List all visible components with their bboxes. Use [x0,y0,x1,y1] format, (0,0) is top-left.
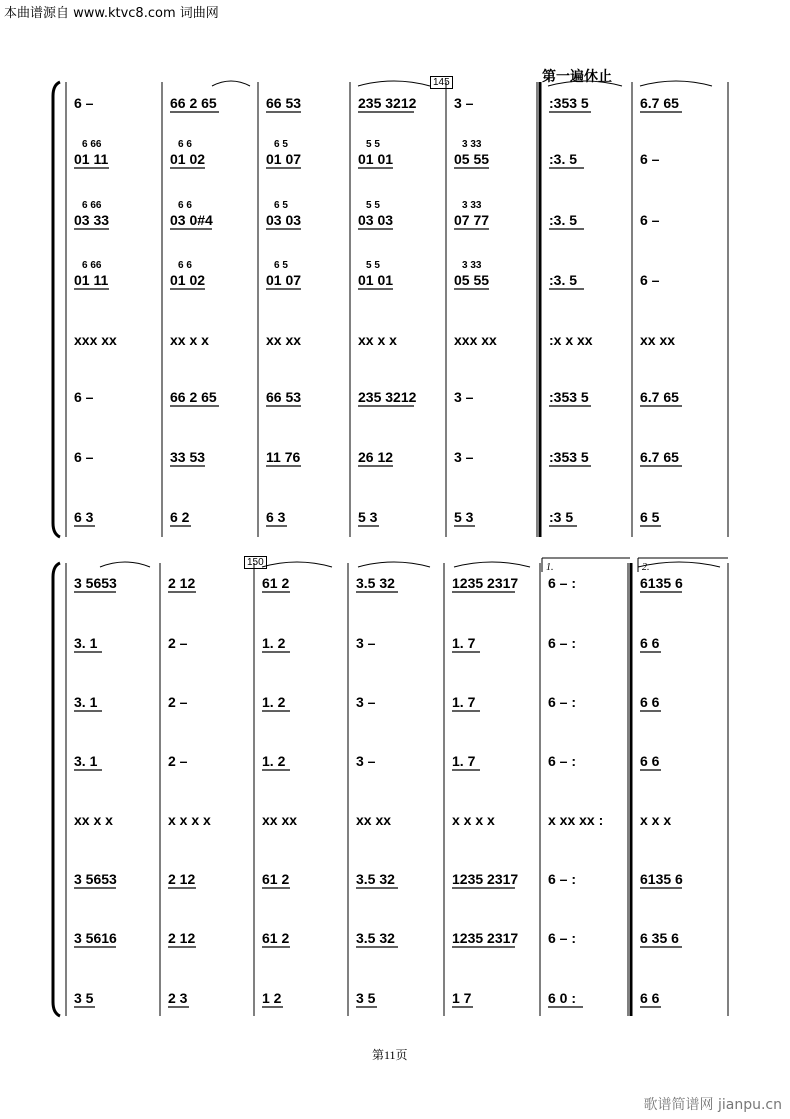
note-group: 26 12 [358,449,394,465]
note-group: 01 01 [358,151,394,167]
note-group: 6 – : [548,871,577,887]
chord-tone: 6 6 [178,260,192,271]
note-group: 6 2 [170,509,190,525]
slur-arc [640,81,712,86]
note-group: 66 2 65 [170,389,217,405]
chord-tone: 6 6 [178,139,192,150]
note-group: 2 3 [168,990,188,1006]
note-group: 6.7 65 [640,95,679,111]
system-1-brace [53,82,60,537]
note-group: :3 5 [549,509,574,525]
note-group: 3 – [356,694,376,710]
first-pass-rest-annotation: 第一遍休止 [542,69,612,85]
note-group: 6 – [74,449,94,465]
note-group: 03 03 [358,212,394,228]
note-group: 6 – : [548,753,577,769]
note-group: 3.5 32 [356,575,395,591]
note-group: 3 5653 [74,575,117,591]
slur-arc [100,562,150,567]
note-group: 2 12 [168,871,196,887]
note-group: 1. 2 [262,753,286,769]
chord-tone: 3 33 [462,200,482,211]
note-group: 05 55 [454,151,490,167]
note-group: :x x xx [549,332,593,348]
note-group: :353 5 [549,449,589,465]
note-group: x x x x [452,812,495,828]
note-group: 6.7 65 [640,389,679,405]
note-group: 6 0 : [548,990,577,1006]
note-group: 2 12 [168,930,196,946]
note-group: 235 3212 [358,95,417,111]
note-group: 1. 7 [452,635,476,651]
note-group: x xx xx : [548,812,604,828]
note-group: 6 – [74,95,94,111]
chord-tone: 6 66 [82,139,102,150]
note-group: 66 53 [266,389,302,405]
note-group: 1. 7 [452,694,476,710]
note-group: xx xx [640,332,676,348]
ending-1-label: 1. [546,562,554,573]
note-group: 6 – : [548,930,577,946]
note-group: 3 – [356,753,376,769]
chord-tone: 6 66 [82,260,102,271]
note-group: 1. 2 [262,635,286,651]
note-group: 6 5 [640,509,660,525]
ending-2-label: 2. [642,562,650,573]
note-group: xx x x [358,332,397,348]
chord-tone: 6 5 [274,139,288,150]
note-group: 6 35 6 [640,930,679,946]
note-group: 33 53 [170,449,206,465]
note-group: 1235 2317 [452,871,519,887]
note-group: 61 2 [262,575,290,591]
note-group: 3 – [454,95,474,111]
note-group: 6 6 [640,753,660,769]
note-group: 2 12 [168,575,196,591]
note-group: 6.7 65 [640,449,679,465]
note-group: 03 03 [266,212,302,228]
slur-arc [638,562,720,567]
note-group: 3 5 [74,990,94,1006]
note-group: 05 55 [454,272,490,288]
chord-tone: 6 6 [178,200,192,211]
note-group: xx xx [262,812,298,828]
note-group: 6 – [640,151,660,167]
note-group: 01 01 [358,272,394,288]
note-group: 6 3 [266,509,286,525]
note-group: 07 77 [454,212,490,228]
chord-tone: 5 5 [366,200,380,211]
chord-tone: 5 5 [366,260,380,271]
note-group: 66 2 65 [170,95,217,111]
watermark: 歌谱简谱网 jianpu.cn [643,1097,782,1113]
note-group: 235 3212 [358,389,417,405]
note-group: 6135 6 [640,871,683,887]
note-group: 6 3 [74,509,94,525]
note-group: 5 3 [454,509,474,525]
chord-tone: 5 5 [366,139,380,150]
note-group: 3 5653 [74,871,117,887]
source-header: 本曲谱源自 www.ktvc8.com 词曲网 [4,6,219,21]
note-group: :3. 5 [549,212,578,228]
chord-tone: 3 33 [462,260,482,271]
note-group: 3.5 32 [356,871,395,887]
note-group: :353 5 [549,389,589,405]
note-group: 6 6 [640,694,660,710]
note-group: 3 – [356,635,376,651]
chord-tone: 6 5 [274,200,288,211]
note-group: x x x [640,812,672,828]
slur-arc [262,562,332,567]
note-group: 1 2 [262,990,282,1006]
measure-number-150: 150 [244,556,267,569]
note-group: :3. 5 [549,272,578,288]
note-group: 61 2 [262,930,290,946]
page-number: 第11页 [372,1048,408,1062]
note-group: 6 6 [640,990,660,1006]
note-group: 6 – : [548,694,577,710]
note-group: 61 2 [262,871,290,887]
note-group: xx x x [74,812,113,828]
note-group: 01 07 [266,272,302,288]
slur-arc [548,81,622,86]
measure-number-145: 145 [430,76,453,89]
slur-arc [454,562,530,567]
note-group: 01 11 [74,272,109,288]
note-group: xxx xx [74,332,117,348]
slur-arc [358,81,430,86]
note-group: 3 5 [356,990,376,1006]
note-group: 1235 2317 [452,930,519,946]
note-group: 11 76 [266,449,301,465]
note-group: 1. 2 [262,694,286,710]
note-group: :3. 5 [549,151,578,167]
note-group: 5 3 [358,509,378,525]
note-group: 1. 7 [452,753,476,769]
note-group: 2 – [168,635,188,651]
note-group: 3 – [454,449,474,465]
note-group: 3 – [454,389,474,405]
note-group: 6 6 [640,635,660,651]
note-group: 3 5616 [74,930,117,946]
note-group: 01 11 [74,151,109,167]
note-group: 03 0#4 [170,212,213,228]
slur-arc [358,562,430,567]
note-group: 6 – [640,272,660,288]
note-group: 6 – [74,389,94,405]
chord-tone: 6 66 [82,200,102,211]
note-group: xxx xx [454,332,497,348]
note-group: 01 02 [170,272,206,288]
note-group: 1235 2317 [452,575,519,591]
note-group: :353 5 [549,95,589,111]
note-group: 3. 1 [74,635,98,651]
note-group: xx x x [170,332,209,348]
note-group: 2 – [168,694,188,710]
note-group: 6 – : [548,635,577,651]
note-group: 6135 6 [640,575,683,591]
note-group: 1 7 [452,990,472,1006]
chord-tone: 6 5 [274,260,288,271]
note-group: 03 33 [74,212,110,228]
note-group: 6 – : [548,575,577,591]
note-group: 3. 1 [74,694,98,710]
note-group: 6 – [640,212,660,228]
note-group: 01 07 [266,151,302,167]
note-group: 66 53 [266,95,302,111]
chord-tone: 3 33 [462,139,482,150]
slur-arc [212,81,250,86]
note-group: x x x x [168,812,211,828]
system-2-brace [53,563,60,1016]
note-group: xx xx [266,332,302,348]
note-group: 01 02 [170,151,206,167]
note-group: 3. 1 [74,753,98,769]
note-group: 2 – [168,753,188,769]
note-group: 3.5 32 [356,930,395,946]
note-group: xx xx [356,812,392,828]
